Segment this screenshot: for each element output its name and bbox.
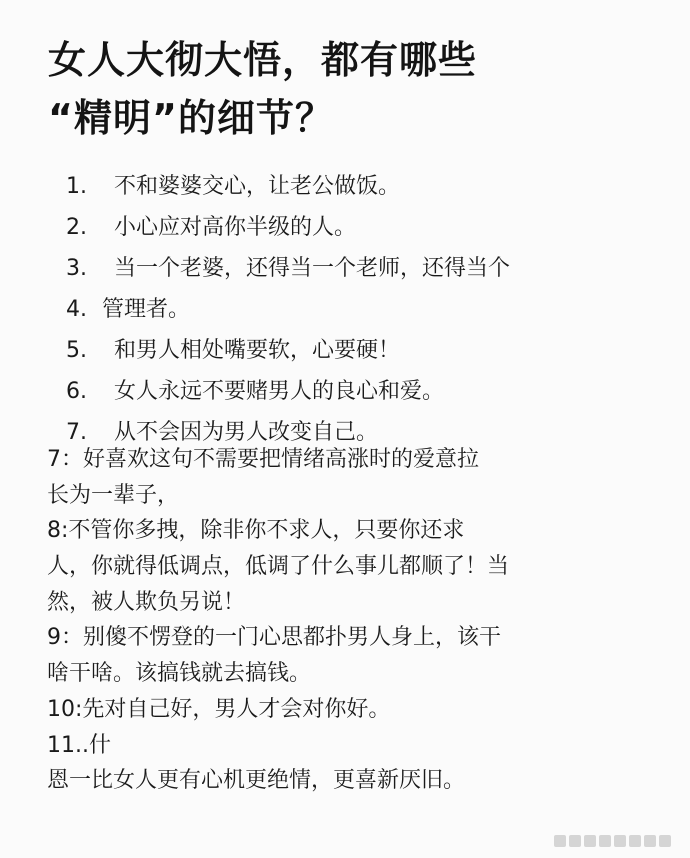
list-item (66, 289, 666, 330)
comment-line: 11..什 (47, 732, 111, 758)
list-item-text: 从不会因为男人改变自己。 (114, 420, 379, 445)
watermark-block (614, 835, 626, 847)
list-item-number: 4. (66, 297, 87, 322)
comment-block (47, 442, 667, 799)
comment-line: 7：好喜欢这句不需要把情绪高涨时的爱意拉 (47, 447, 479, 472)
comment-line: 然，被人欺负另说！ (47, 589, 246, 615)
list-item (66, 248, 666, 289)
comment-line: 9：别傻不愣登的一门心思都扑男人身上，该干 (47, 625, 501, 651)
article-title (48, 31, 668, 147)
comment-line: 10:先对自己好，男人才会对你好。 (47, 696, 391, 722)
list-item (66, 207, 666, 248)
watermark-block (569, 835, 581, 847)
blurred-watermark (554, 830, 686, 852)
watermark-block (629, 835, 641, 847)
title-line-2: “精明”的细节？ (48, 96, 334, 141)
title-line-1: 女人大彻大悟，都有哪些 (48, 38, 478, 83)
watermark-block (599, 835, 611, 847)
list-item (66, 166, 666, 207)
list-item-number: 7. (66, 420, 87, 445)
list-item-number: 2. (66, 215, 87, 240)
list-item-number: 1. (66, 174, 87, 199)
watermark-block (554, 835, 566, 847)
list-item-text: 小心应对高你半级的人。 (114, 215, 357, 240)
watermark-block (659, 835, 671, 847)
comment-line: 啥干啥。该搞钱就去搞钱。 (47, 661, 312, 687)
list-item-text: 当一个老婆，还得当一个老师，还得当个 (114, 256, 511, 281)
list-item-number: 3. (66, 256, 87, 281)
comment-line: 8:不管你多拽，除非你不求人，只要你还求 (47, 518, 465, 544)
list-item (66, 330, 666, 371)
list-item (66, 371, 666, 412)
list-item-number: 6. (66, 379, 87, 404)
list-item-text: 女人永远不要赌男人的良心和爱。 (114, 379, 445, 404)
list-item-number: 5. (66, 338, 87, 363)
numbered-list (66, 166, 666, 453)
list-item-text: 管理者。 (102, 297, 191, 322)
comment-line: 恩一比女人更有心机更绝情，更喜新厌旧。 (47, 768, 466, 794)
list-item-text: 和男人相处嘴要软，心要硬！ (114, 338, 401, 363)
watermark-block (644, 835, 656, 847)
comment-line: 长为一辈子， (47, 482, 180, 508)
watermark-block (584, 835, 596, 847)
comment-line: 人，你就得低调点，低调了什么事儿都顺了！当 (47, 554, 510, 580)
list-item-text: 不和婆婆交心，让老公做饭。 (114, 174, 401, 199)
